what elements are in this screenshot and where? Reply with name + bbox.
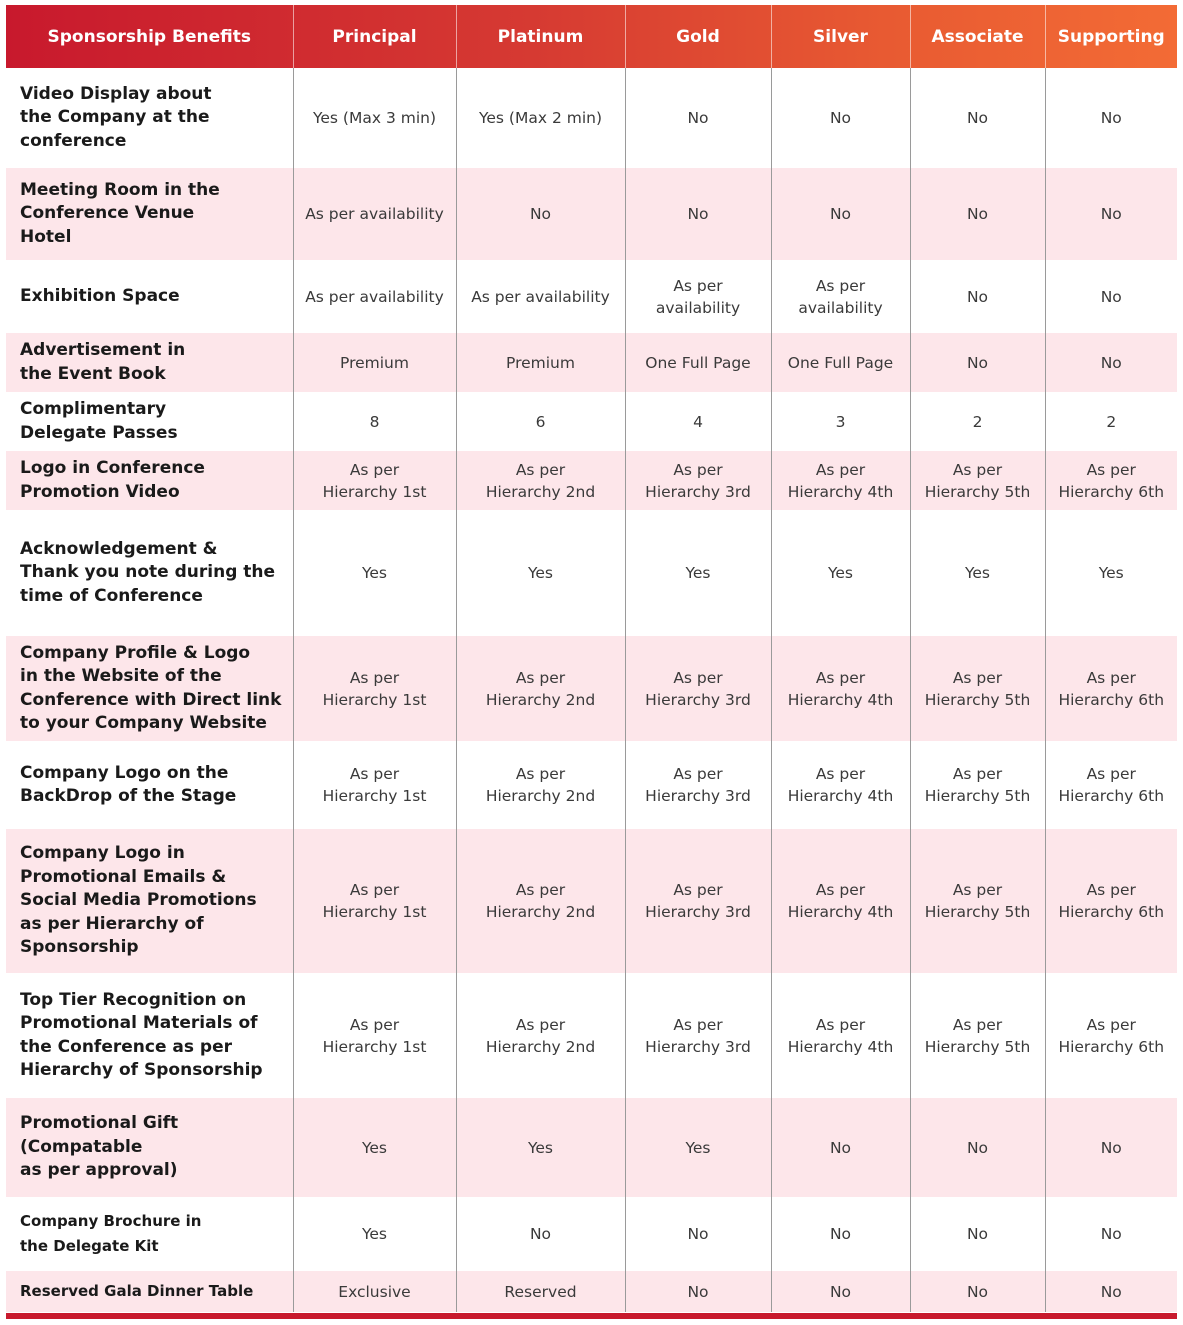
table-cell [625,741,771,829]
table-cell [456,333,625,392]
cell-value: Yes [685,564,711,582]
table-row [6,333,1177,392]
table-cell [910,451,1045,510]
table-cell [625,168,771,260]
cell-value: As per Hierarchy 6th [1058,881,1165,921]
table-cell [771,68,910,168]
table-cell [293,829,456,973]
cell-value: As per Hierarchy 4th [787,460,894,501]
cell-value: Yes [1098,564,1124,582]
benefit-label: Promotional Gift (Compatable as per approval) [20,1113,179,1181]
table-cell [771,1271,910,1312]
table-row [6,510,1177,636]
cell-value: As per Hierarchy 3rd [645,668,751,709]
cell-value: Yes [527,564,554,582]
cell-value: Yes [964,564,991,582]
cell-value: Yes [685,1138,711,1157]
benefit-acknowledgement [6,510,293,636]
cell-value: As per availability [305,287,444,306]
cell-value: No [1100,287,1122,306]
benefit-label: Complimentary Delegate Passes [20,399,178,443]
table-row [6,392,1177,451]
table-cell [456,510,625,636]
cell-value: No [529,1225,552,1243]
table-cell [625,636,771,741]
table-row [6,741,1177,829]
benefit-label: Company Profile & Logo in the Website of the Conference with Direct link to your Company Website [20,642,282,733]
cell-value: 8 [369,412,380,431]
cell-value: As per availability [655,276,741,317]
benefit-promotional-emails [6,829,293,973]
cell-value: As per availability [471,287,610,306]
table-cell [1045,1197,1177,1271]
cell-value: No [829,109,852,127]
table-cell [910,260,1045,333]
table-cell [293,510,456,636]
table-cell [293,68,456,168]
table-cell [625,973,771,1098]
benefit-label: Reserved Gala Dinner Table [20,1282,254,1300]
table-row [6,829,1177,973]
cell-value: Exclusive [338,1282,411,1301]
cell-value: No [966,205,989,223]
cell-value: As per availability [798,276,883,317]
cell-value: As per Hierarchy 1st [322,765,427,805]
table-cell [910,1271,1045,1312]
header-gold: Gold [625,5,771,68]
table-cell [1045,1098,1177,1197]
table-cell [910,392,1045,451]
table-cell [771,741,910,829]
table-cell [771,510,910,636]
benefit-top-tier-recognition [6,973,293,1098]
cell-value: As per Hierarchy 3rd [645,1015,751,1056]
benefit-video-display [6,68,293,168]
benefit-label: Meeting Room in the Conference Venue Hotel [20,179,220,247]
benefit-company-brochure [6,1197,293,1271]
cell-value: As per Hierarchy 6th [1058,765,1165,805]
header-platinum: Platinum [456,5,625,68]
cell-value: No [829,1282,852,1301]
cell-value: Yes [361,1138,388,1157]
table-cell [771,260,910,333]
header-supporting: Supporting [1045,5,1177,68]
sponsorship-table-container [6,5,1177,1312]
cell-value: No [1100,109,1122,127]
table-cell [456,1271,625,1312]
cell-value: As per Hierarchy 5th [924,881,1031,921]
table-cell [1045,168,1177,260]
benefit-delegate-passes [6,392,293,451]
table-row [6,1098,1177,1197]
cell-value: As per Hierarchy 1st [322,1015,427,1056]
header-associate: Associate [910,5,1045,68]
table-row [6,636,1177,741]
sponsorship-benefits-table [6,5,1177,1312]
table-body [6,68,1177,1312]
cell-value: 6 [535,412,546,431]
cell-value: No [829,1138,852,1157]
cell-value: No [966,353,989,372]
cell-value: As per Hierarchy 4th [787,668,894,709]
cell-value: 2 [972,412,983,431]
header-benefits: Sponsorship Benefits [47,26,251,47]
cell-value: Yes [527,1138,554,1157]
benefit-label: Company Logo in Promotional Emails & Social Media Promotions as per Hierarchy of Sponsorship [20,843,257,958]
table-cell [293,741,456,829]
table-cell [910,1197,1045,1271]
cell-value: As per Hierarchy 2nd [485,668,596,709]
cell-value: No [687,1282,709,1301]
table-cell [1045,1271,1177,1312]
table-cell [1045,451,1177,510]
benefit-label: Exhibition Space [20,285,180,306]
cell-value: Reserved [504,1282,577,1301]
table-cell [1045,68,1177,168]
table-cell [625,451,771,510]
table-cell [910,510,1045,636]
table-cell [625,1197,771,1271]
table-cell [456,741,625,829]
table-cell [771,829,910,973]
benefit-advertisement [6,333,293,392]
table-row [6,973,1177,1098]
table-header-row [6,5,1177,68]
table-cell [293,1197,456,1271]
table-cell [1045,741,1177,829]
cell-value: No [529,205,552,223]
cell-value: As per Hierarchy 5th [924,460,1031,501]
table-cell [910,68,1045,168]
table-cell [1045,333,1177,392]
benefit-label: Video Display about the Company at the conference [20,83,212,151]
table-row [6,68,1177,168]
benefit-logo-promo-video [6,451,293,510]
benefit-meeting-room [6,168,293,260]
table-cell [1045,636,1177,741]
cell-value: No [1100,205,1122,223]
table-cell [771,168,910,260]
table-row [6,451,1177,510]
header-silver: Silver [771,5,910,68]
benefit-company-profile [6,636,293,741]
cell-value: No [829,1225,852,1243]
cell-value: One Full Page [787,353,894,372]
table-cell [1045,510,1177,636]
table-cell [625,1098,771,1197]
benefit-backdrop-logo [6,741,293,829]
table-cell [910,168,1045,260]
table-cell [625,392,771,451]
table-cell [456,829,625,973]
cell-value: No [687,109,709,127]
benefit-label: Company Logo on the BackDrop of the Stage [20,762,237,806]
table-cell [456,68,625,168]
table-cell [1045,260,1177,333]
benefit-label: Company Brochure in the Delegate Kit [20,1212,202,1255]
cell-value: As per Hierarchy 2nd [485,1015,596,1056]
cell-value: As per Hierarchy 5th [924,765,1031,805]
table-cell [456,451,625,510]
cell-value: As per Hierarchy 6th [1058,1015,1165,1056]
cell-value: Premium [506,353,575,372]
table-row [6,168,1177,260]
cell-value: As per Hierarchy 1st [322,460,427,501]
cell-value: As per availability [305,205,444,223]
header-principal: Principal [293,5,456,68]
table-cell [625,510,771,636]
cell-value: No [966,1282,989,1301]
table-cell [293,333,456,392]
cell-value: No [687,1225,709,1243]
table-cell [771,1098,910,1197]
table-cell [771,451,910,510]
cell-value: As per Hierarchy 4th [787,1015,894,1056]
cell-value: Yes [361,1225,388,1243]
cell-value: No [1100,1282,1122,1301]
table-cell [293,451,456,510]
table-cell [456,1197,625,1271]
cell-value: Yes (Max 3 min) [312,109,437,127]
cell-value: As per Hierarchy 4th [787,881,894,921]
table-cell [910,741,1045,829]
cell-value: Premium [340,353,409,372]
cell-value: No [829,205,852,223]
benefit-promotional-gift [6,1098,293,1197]
table-cell [625,68,771,168]
cell-value: One Full Page [645,353,751,372]
table-cell [293,973,456,1098]
table-cell [293,1271,456,1312]
benefit-label: Advertisement in the Event Book [20,340,186,384]
cell-value: No [687,205,709,223]
table-cell [625,829,771,973]
table-cell [456,1098,625,1197]
table-cell [910,1098,1045,1197]
cell-value: No [966,109,989,127]
table-cell [1045,973,1177,1098]
table-row [6,1197,1177,1271]
cell-value: As per Hierarchy 6th [1058,668,1165,709]
cell-value: Yes [361,564,388,582]
benefit-label: Top Tier Recognition on Promotional Materials of the Conference as per Hierarchy of Sponsorship [20,989,263,1080]
table-cell [456,636,625,741]
cell-value: As per Hierarchy 2nd [485,765,596,805]
cell-value: No [1100,1225,1122,1243]
cell-value: As per Hierarchy 4th [787,765,894,805]
bottom-accent-bar [6,1313,1177,1319]
cell-value: As per Hierarchy 2nd [485,881,596,921]
benefit-gala-dinner [6,1271,293,1312]
table-cell [910,829,1045,973]
table-cell [910,636,1045,741]
cell-value: As per Hierarchy 5th [924,668,1031,709]
table-cell [910,333,1045,392]
table-cell [293,260,456,333]
cell-value: As per Hierarchy 1st [322,668,427,709]
table-cell [456,168,625,260]
cell-value: 3 [835,412,846,431]
table-cell [771,636,910,741]
benefit-label: Acknowledgement & Thank you note during the time of Conference [20,538,276,606]
table-cell [771,392,910,451]
cell-value: No [966,1225,989,1243]
cell-value: 4 [693,412,703,431]
table-cell [625,333,771,392]
cell-value: No [1100,353,1122,372]
table-row [6,1271,1177,1312]
table-cell [1045,829,1177,973]
table-cell [910,973,1045,1098]
table-cell [293,392,456,451]
cell-value: As per Hierarchy 3rd [645,765,751,805]
cell-value: As per Hierarchy 5th [924,1015,1031,1056]
cell-value: As per Hierarchy 2nd [485,460,596,501]
cell-value: No [966,1138,989,1157]
table-cell [771,1197,910,1271]
table-cell [625,1271,771,1312]
table-cell [1045,392,1177,451]
table-cell [293,636,456,741]
cell-value: 2 [1106,412,1117,431]
table-cell [456,392,625,451]
table-cell [456,260,625,333]
table-row [6,260,1177,333]
cell-value: No [1100,1138,1122,1157]
cell-value: As per Hierarchy 3rd [645,881,751,921]
benefit-exhibition-space [6,260,293,333]
table-cell [771,333,910,392]
table-cell [771,973,910,1098]
cell-value: Yes [827,564,854,582]
cell-value: As per Hierarchy 1st [322,881,427,921]
benefit-label: Logo in Conference Promotion Video [20,458,205,502]
cell-value: As per Hierarchy 6th [1058,460,1165,501]
table-cell [456,973,625,1098]
cell-value: No [966,287,989,306]
cell-value: As per Hierarchy 3rd [645,460,751,501]
table-cell [625,260,771,333]
table-cell [293,168,456,260]
table-cell [293,1098,456,1197]
cell-value: Yes (Max 2 min) [478,109,603,127]
